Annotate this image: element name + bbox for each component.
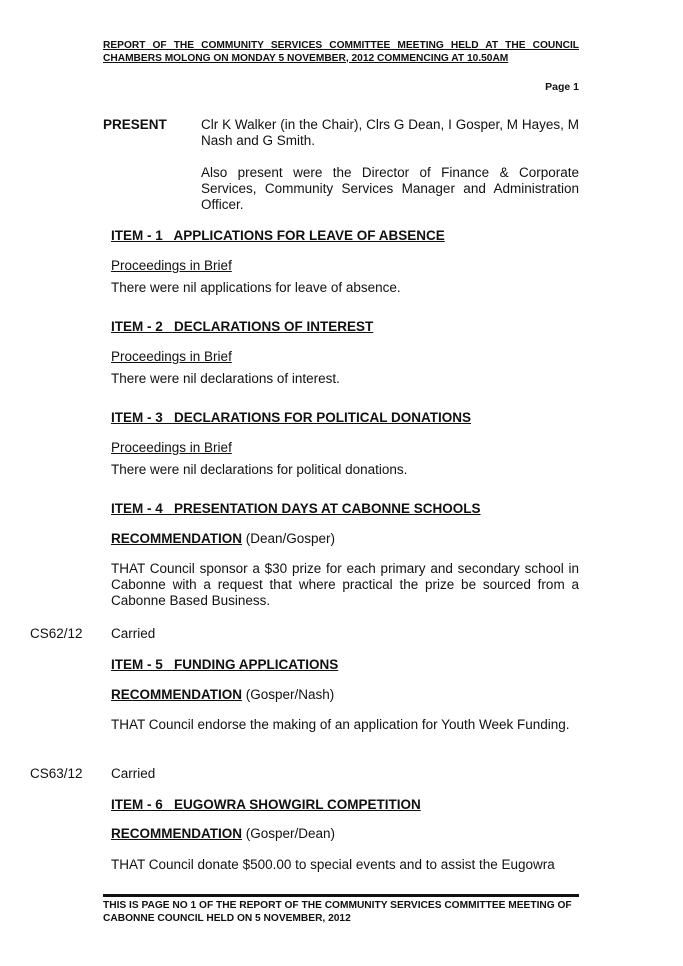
item1-text: There were nil applications for leave of absence.	[111, 280, 401, 295]
item6-text: THAT Council donate $500.00 to special events and to assist the Eugowra	[111, 857, 555, 872]
item4-recommendation	[111, 531, 335, 546]
item3-subheading: Proceedings in Brief	[111, 440, 232, 455]
item2-text: There were nil declarations of interest.	[111, 371, 340, 386]
item2-subheading: Proceedings in Brief	[111, 349, 232, 364]
item3-text: There were nil declarations for political donations.	[111, 462, 408, 477]
item2-title: ITEM - 2 DECLARATIONS OF INTEREST	[111, 319, 374, 334]
page-number: Page 1	[545, 81, 579, 93]
recommendation-label: RECOMMENDATION	[111, 531, 242, 546]
recommendation-movers: (Gosper/Dean)	[245, 826, 336, 841]
item1-title: ITEM - 1 APPLICATIONS FOR LEAVE OF ABSENCE	[111, 228, 445, 243]
item4-title: ITEM - 4 PRESENTATION DAYS AT CABONNE SCHOOLS	[111, 501, 481, 516]
recommendation-movers: (Dean/Gosper)	[245, 531, 336, 546]
item5-resolution-number: CS63/12	[30, 766, 83, 781]
recommendation-label: RECOMMENDATION	[111, 687, 242, 702]
recommendation-movers: (Gosper/Nash)	[245, 687, 335, 702]
item4-text: THAT Council sponsor a $30 prize for each primary and secondary school in Cabonne with a request that where practical the prize be sourced from a Cabonne Based Business.	[111, 561, 579, 608]
item5-outcome: Carried	[111, 766, 156, 781]
item5-recommendation	[111, 687, 334, 702]
recommendation-label: RECOMMENDATION	[111, 826, 242, 841]
footer-divider	[103, 894, 579, 897]
item6-recommendation	[111, 826, 335, 841]
footer-text: THIS IS PAGE NO 1 OF THE REPORT OF THE COMMUNITY SERVICES COMMITTEE MEETING OF CABONNE COUNCIL HELD ON 5 NOVEMBER, 2012	[103, 900, 572, 924]
item6-title: ITEM - 6 EUGOWRA SHOWGIRL COMPETITION	[111, 797, 421, 812]
item4-outcome: Carried	[111, 626, 156, 641]
report-header-title: REPORT OF THE COMMUNITY SERVICES COMMITTEE MEETING HELD AT THE COUNCIL CHAMBERS MOLONG ON MONDAY 5 NOVEMBER, 2012 COMMENCING AT 10.50AM	[103, 40, 579, 64]
item5-text: THAT Council endorse the making of an application for Youth Week Funding.	[111, 717, 570, 732]
present-members: Clr K Walker (in the Chair), Clrs G Dean, I Gosper, M Hayes, M Nash and G Smith.	[201, 117, 579, 148]
item3-title: ITEM - 3 DECLARATIONS FOR POLITICAL DONATIONS	[111, 410, 471, 425]
present-label: PRESENT	[103, 117, 167, 132]
item1-subheading: Proceedings in Brief	[111, 258, 232, 273]
item4-resolution-number: CS62/12	[30, 626, 83, 641]
also-present: Also present were the Director of Finance & Corporate Services, Community Services Manager and Administration Officer.	[201, 165, 579, 212]
item5-title: ITEM - 5 FUNDING APPLICATIONS	[111, 657, 339, 672]
